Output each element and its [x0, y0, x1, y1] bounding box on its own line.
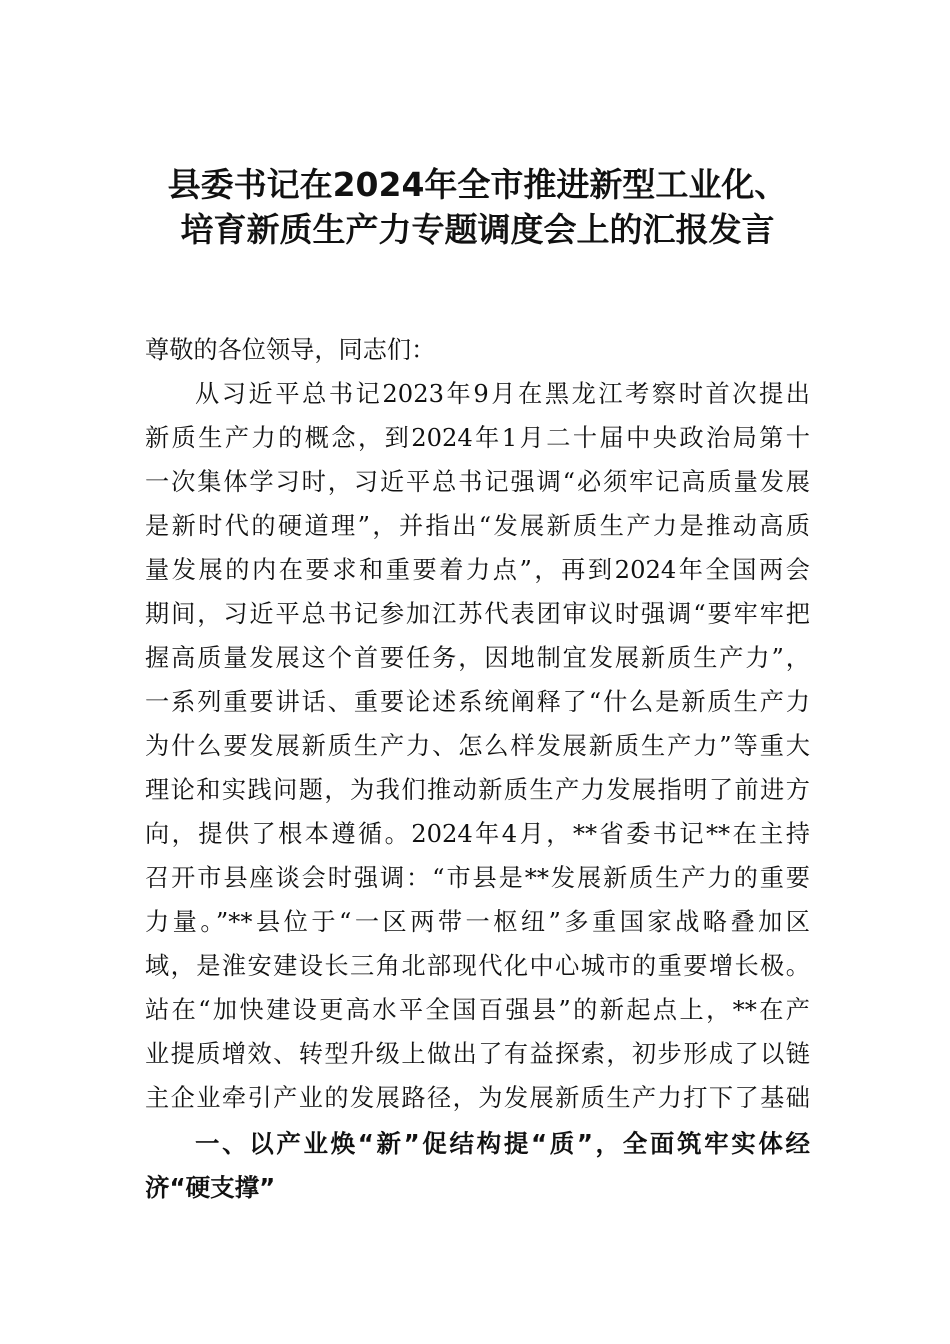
section-heading-line: 济“硬支撑” [145, 1173, 276, 1202]
paragraph-line: 一次集体学习时，习近平总书记强调“必须牢记高质量发展 [145, 468, 810, 496]
paragraph-line: 一系列重要讲话、重要论述系统阐释了“什么是新质生产力 [145, 688, 810, 716]
paragraph-line: 从习近平总书记2023年9月在黑龙江考察时首次提出 [195, 380, 810, 408]
paragraph-line: 是新时代的硬道理”，并指出“发展新质生产力是推动高质 [145, 512, 810, 540]
paragraph-line: 新质生产力的概念，到2024年1月二十届中央政治局第十 [145, 424, 810, 452]
paragraph-line: 主企业牵引产业的发展路径，为发展新质生产力打下了基础 [145, 1084, 810, 1112]
paragraph-line: 量发展的内在要求和重要着力点”，再到2024年全国两会 [145, 556, 810, 584]
section-heading-line: 一、以产业焕“新”促结构提“质”，全面筑牢实体经 [195, 1129, 810, 1158]
paragraph-line: 向，提供了根本遵循。2024年4月，**省委书记**在主持 [145, 820, 810, 848]
paragraph-line: 期间，习近平总书记参加江苏代表团审议时强调“要牢牢把 [145, 600, 810, 628]
paragraph-line: 召开市县座谈会时强调：“市县是**发展新质生产力的重要 [145, 864, 810, 892]
paragraph-line: 力量。”**县位于“一区两带一枢纽”多重国家战略叠加区 [145, 908, 810, 936]
document-title-line-2: 培育新质生产力专题调度会上的汇报发言 [180, 210, 775, 249]
paragraph-line: 理论和实践问题，为我们推动新质生产力发展指明了前进方 [145, 776, 810, 804]
salutation: 尊敬的各位领导，同志们： [145, 336, 436, 364]
paragraph-line: 握高质量发展这个首要任务，因地制宜发展新质生产力”， [145, 644, 810, 672]
paragraph-line: 为什么要发展新质生产力、怎么样发展新质生产力”等重大 [145, 732, 810, 760]
document-title-line-1: 县委书记在2024年全市推进新型工业化、 [167, 165, 788, 204]
paragraph-line: 站在“加快建设更高水平全国百强县”的新起点上，**在产 [145, 996, 810, 1024]
paragraph-line: 域，是淮安建设长三角北部现代化中心城市的重要增长极。 [145, 952, 810, 980]
paragraph-line: 业提质增效、转型升级上做出了有益探索，初步形成了以链 [145, 1040, 810, 1068]
